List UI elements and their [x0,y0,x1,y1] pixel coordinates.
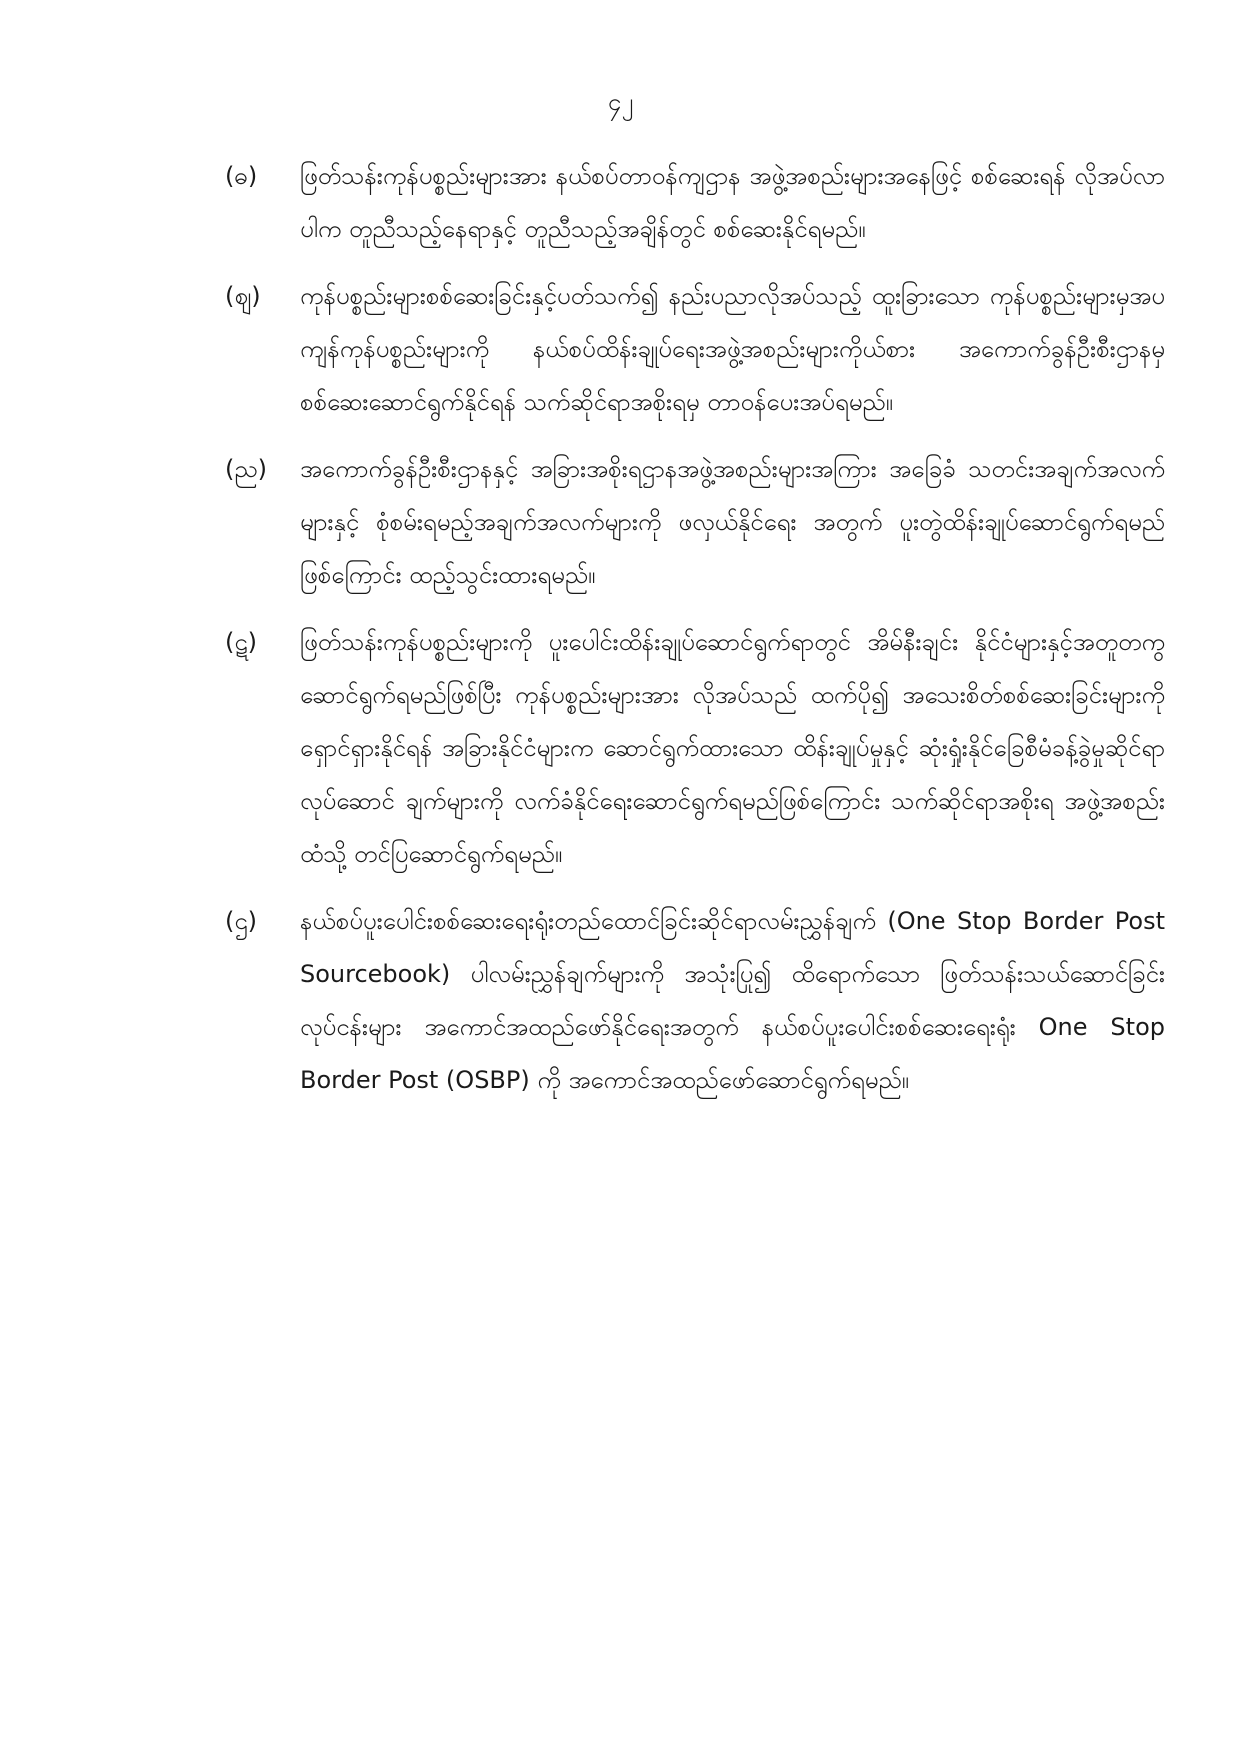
page-number: ၄၂ [607,88,634,116]
clause-marker: (ဈ) [225,282,261,310]
clause-item [225,616,1165,881]
clause-list [225,150,1165,1121]
clause-text: ဖြတ်သန်းကုန်ပစ္စည်းများအား နယ်စပ်တာဝန်ကျဌာန အဖွဲ့အစည်းများအနေဖြင့် စစ်ဆေးရန် လိုအပ်လာပါက တူညီသည့်နေရာနှင့် တူညီသည့်အချိန်တွင် စစ်ဆေးနိုင်ရမည်။ [300,162,1165,243]
clause-text: ကုန်ပစ္စည်းများစစ်ဆေးခြင်းနှင့်ပတ်သက်၍ နည်းပညာလိုအပ်သည့် ထူးခြားသော ကုန်ပစ္စည်းများမှအပ ကျန်ကုန်ပစ္စည်းများကို နယ်စပ်ထိန်းချုပ်ရေးအဖွဲ့အစည်းများကိုယ်စား အကောက်ခွန်ဦးစီးဌာနမှ စစ်ဆေးဆောင်ရွက်နိုင်ရန် သက်ဆိုင်ရာအစိုးရမှ တာဝန်ပေးအပ်ရမည်။ [300,282,1165,416]
clause-marker: (ဋ) [225,628,258,656]
clause-text: အကောက်ခွန်ဦးစီးဌာနနှင့် အခြားအစိုးရဌာနအဖွဲ့အစည်းများအကြား အခြေခံ သတင်းအချက်အလက်များနှင့် စုံစမ်းရမည့်အချက်အလက်များကို ဖလှယ်နိုင်ရေး အတွက် ပူးတွဲထိန်းချုပ်ဆောင်ရွက်ရမည်ဖြစ်ကြောင်း ထည့်သွင်းထားရမည်။ [300,455,1165,589]
clause-text: ဖြတ်သန်းကုန်ပစ္စည်းများကို ပူးပေါင်းထိန်းချုပ်ဆောင်ရွက်ရာတွင် အိမ်နီးချင်း နိုင်ငံများနှင့်အတူတကွဆောင်ရွက်ရမည်ဖြစ်ပြီး ကုန်ပစ္စည်းများအား လိုအပ်သည် ထက်ပို၍ အသေးစိတ်စစ်ဆေးခြင်းများကို ရှောင်ရှားနိုင်ရန် အခြားနိုင်ငံများက ဆောင်ရွက်ထားသော ထိန်းချုပ်မှုနှင့် ဆုံးရှုံးနိုင်ခြေစီမံခန့်ခွဲမှုဆိုင်ရာ လုပ်ဆောင် ချက်များကို လက်ခံနိုင်ရေးဆောင်ရွက်ရမည်ဖြစ်ကြောင်း သက်ဆိုင်ရာအစိုးရ အဖွဲ့အစည်းထံသို့ တင်ပြဆောင်ရွက်ရမည်။ [300,628,1165,868]
clause-item [225,270,1165,429]
clause-item [225,443,1165,602]
clause-marker: (ဓ) [225,162,258,190]
clause-text: နယ်စပ်ပူးပေါင်းစစ်ဆေးရေးရုံးတည်ထောင်ခြင်းဆိုင်ရာလမ်းညွှန်ချက် (One Stop Border Post Sourcebook) ပါလမ်းညွှန်ချက်များကို အသုံးပြု၍ ထိရောက်သော ဖြတ်သန်းသယ်ဆောင်ခြင်းလုပ်ငန်းများ အကောင်အထည်ဖော်နိုင်ရေးအတွက် နယ်စပ်ပူးပေါင်းစစ်ဆေးရေးရုံး One Stop Border Post (OSBP) ကို အကောင်အထည်ဖော်ဆောင်ရွက်ရမည်။ [300,907,1165,1094]
clause-item [225,150,1165,256]
clause-item [225,895,1165,1107]
clause-marker: (ဌ) [225,907,258,935]
clause-marker: (ည) [225,455,267,483]
